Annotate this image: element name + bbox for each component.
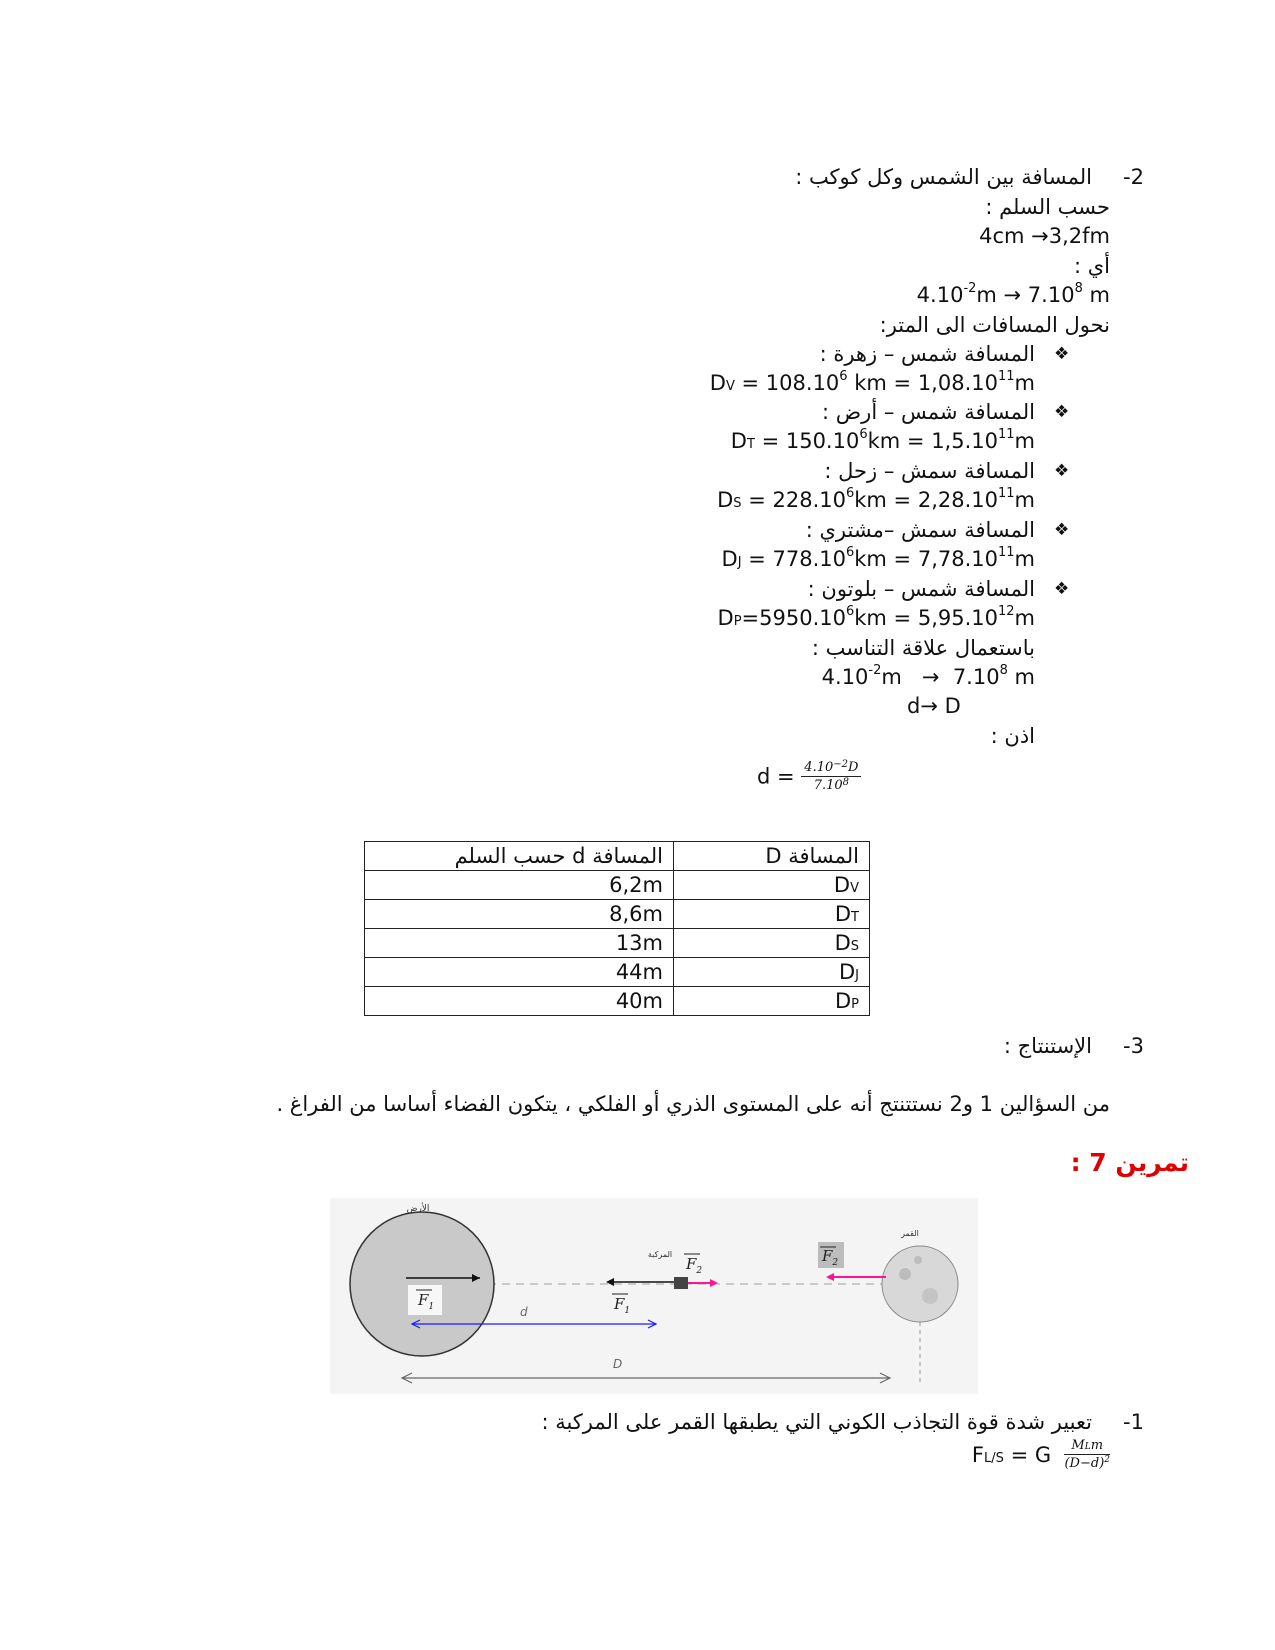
formula-fraction: $\frac{4.10^{-2}D}{7.10^8}$ — [801, 760, 861, 793]
planet-label: المسافة شمس – أرض : — [822, 400, 1035, 424]
planet-distance: DT = $150.10^6km = 1,5.10^{11}m$ — [730, 427, 1035, 453]
earth-label: الأرض — [406, 1204, 430, 1214]
moon-crater — [914, 1256, 922, 1264]
planet-distance: DS = $228.10^6km = 2,28.10^{11}m$ — [717, 486, 1035, 512]
earth-circle — [350, 1212, 494, 1356]
ex7-question-1-text: تعبير شدة قوة التجاذب الكوني التي يطبقها القمر على المركبة : — [541, 1410, 1092, 1434]
ex7-formula-fraction: $\frac{\text{MLm}}{(D-d)^2}$ — [1064, 1438, 1110, 1471]
earth-F1-label: $F_1$ — [418, 1291, 435, 1312]
table-header-row — [365, 842, 870, 871]
table-row — [365, 900, 870, 929]
distance-table — [364, 841, 870, 1016]
table-row — [365, 871, 870, 900]
planet-label: المسافة شمس – زهرة : — [819, 342, 1035, 366]
diamond-bullet-icon: ❖ — [1054, 520, 1070, 540]
question-2-title: المسافة بين الشمس وكل كوكب : — [795, 165, 1092, 189]
vehicle-F2-label: $F_2$ — [686, 1255, 703, 1276]
planet-label: المسافة شمس – بلوتون : — [807, 577, 1035, 601]
diamond-bullet-icon: ❖ — [1054, 344, 1070, 364]
table-cell-D: DV — [674, 871, 870, 900]
proportion-heading: باستعمال علاقة التناسب : — [811, 636, 1035, 660]
proportion-line-2: d→ D — [907, 694, 961, 718]
proportion-line-1: $4.10^{-2}m \to 7.10^8$ m — [821, 663, 1035, 689]
table-row — [365, 987, 870, 1016]
vehicle-label: المركبة — [647, 1250, 673, 1259]
moon-label: القمر — [901, 1229, 919, 1238]
ex7-question-1-number: -1 — [1123, 1410, 1144, 1434]
table-header-D: المسافة D — [674, 842, 870, 871]
conclusion-text: من السؤالين 1 و2 نستتنتج أنه على المستوى الذري أو الفلكي ، يتكون الفضاء أساسا من الفراغ . — [276, 1092, 1110, 1116]
question-2-number: -2 — [1123, 165, 1144, 189]
table-cell-d: 13m — [365, 929, 674, 958]
table-cell-D: DP — [674, 987, 870, 1016]
scale-line-2: $4.10^{-2}m \to 7.10^8$ m — [916, 281, 1110, 307]
diamond-bullet-icon: ❖ — [1054, 579, 1070, 599]
planet-distance: $DP=5950.10^6km = 5,95.10^{12}m$ — [717, 604, 1035, 630]
ex7-formula: FL/S = G $\frac{\text{MLm}}{(D-d)^2}$ — [971, 1438, 1110, 1471]
question-3-number: -3 — [1123, 1034, 1144, 1058]
moon-F2-label: $F_2$ — [822, 1247, 839, 1268]
table-cell-D: DJ — [674, 958, 870, 987]
vehicle-square — [674, 1277, 688, 1289]
exercise-7-title: تمرين 7 : — [1070, 1148, 1189, 1177]
vehicle-F1-label: $F_1$ — [614, 1295, 631, 1316]
planet-distance: DV = $108.10^6$ km = $1,08.10^{11}m$ — [709, 369, 1035, 395]
table-header-d: المسافة d حسب السلم — [365, 842, 674, 871]
formula-d: d = $\frac{4.10^{-2}D}{7.10^8}$ — [757, 760, 861, 793]
table-cell-d: 8,6m — [365, 900, 674, 929]
planet-label: المسافة سمش – زحل : — [824, 459, 1035, 483]
table-cell-D: DT — [674, 900, 870, 929]
table-cell-d: 40m — [365, 987, 674, 1016]
distance-d-label: d — [520, 1305, 528, 1319]
distance-D-label: D — [613, 1357, 623, 1371]
diamond-bullet-icon: ❖ — [1054, 402, 1070, 422]
table-row — [365, 929, 870, 958]
ie-label: أي : — [1073, 254, 1110, 278]
moon-crater — [922, 1288, 938, 1304]
diamond-bullet-icon: ❖ — [1054, 461, 1070, 481]
planet-label: المسافة سمش –مشتري : — [805, 518, 1035, 542]
question-3-title: الإستنتاج : — [1003, 1034, 1092, 1058]
scale-line-1: 4cm →3,2fm — [979, 224, 1110, 248]
convert-heading: نحول المسافات الى المتر: — [879, 313, 1110, 337]
then-label: اذن : — [990, 724, 1035, 748]
table-row — [365, 958, 870, 987]
gravitation-figure — [330, 1198, 978, 1394]
moon-crater — [899, 1268, 911, 1280]
gravitation-diagram — [330, 1198, 978, 1394]
table-cell-d: 44m — [365, 958, 674, 987]
scale-heading: حسب السلم : — [985, 195, 1110, 219]
table-cell-d: 6,2m — [365, 871, 674, 900]
table-cell-D: DS — [674, 929, 870, 958]
planet-distance: DJ = $778.10^6km = 7,78.10^{11}m$ — [721, 545, 1035, 571]
